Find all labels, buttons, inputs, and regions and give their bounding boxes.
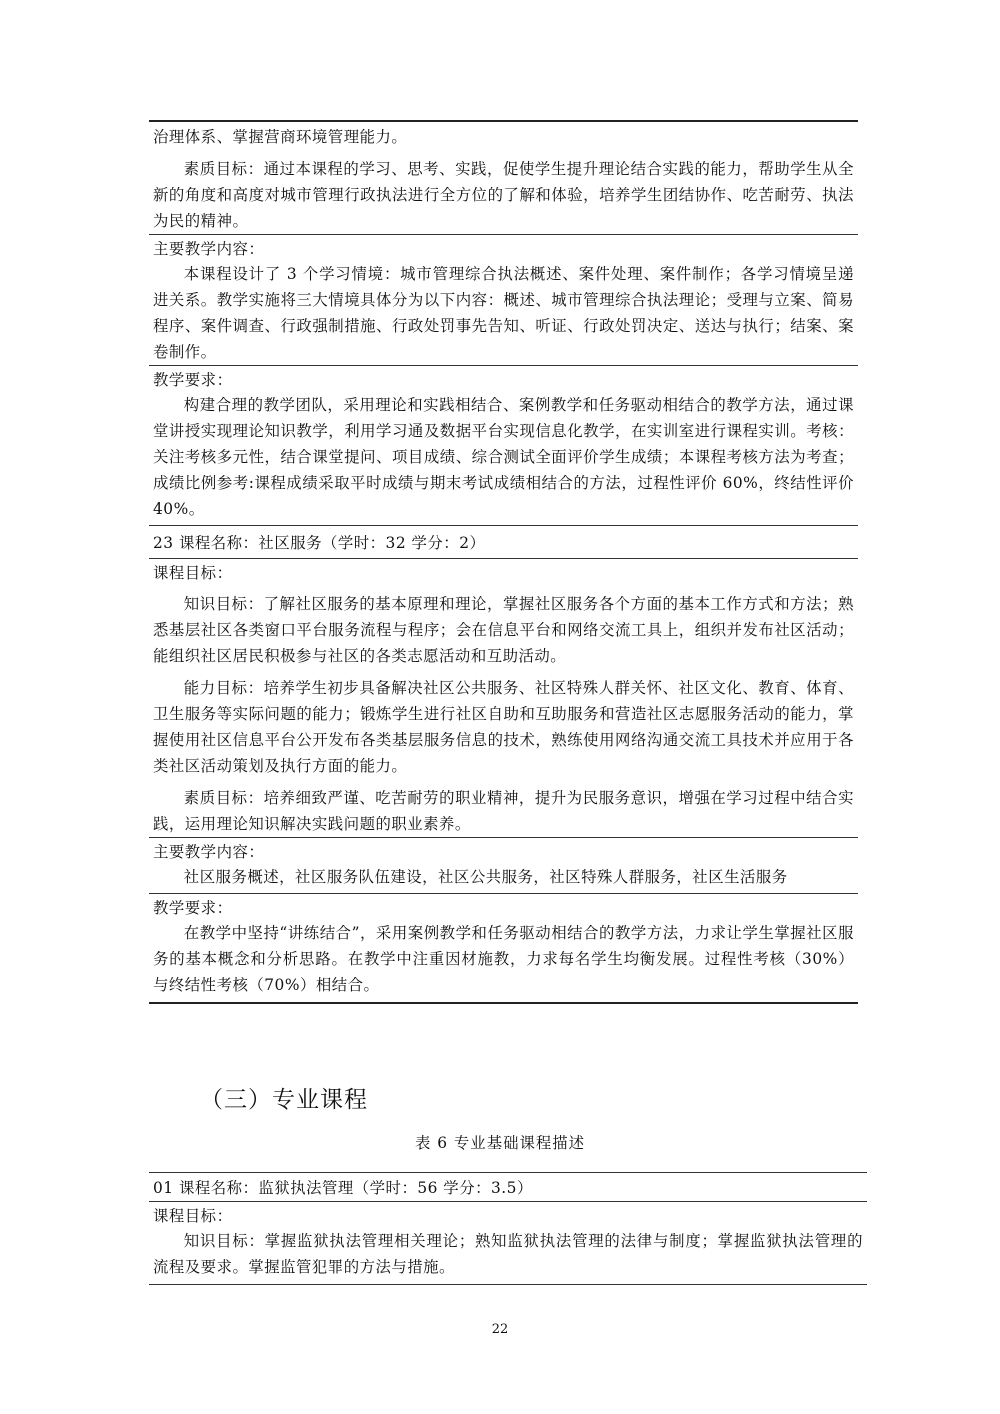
requirement-label-23: 教学要求：: [153, 899, 233, 917]
knowledge-goal-23-text: 知识目标：了解社区服务的基本原理和理论，掌握社区服务各个方面的基本工作方式和方法；熟悉基层社区各类窗口平台服务流程与程序；会在信息平台和网络交流工具上，组织并发布社区活动；能组织社区居民积极参与社区的各类志愿活动和互助活动。: [153, 595, 854, 665]
course-table-professional: [149, 1172, 867, 1285]
table-caption: 表 6 专业基础课程描述: [414, 1134, 586, 1152]
table-cell-course-01-goal: [149, 1201, 867, 1284]
main-content-23-text: 社区服务概述，社区服务队伍建设，社区公共服务，社区特殊人群服务，社区生活服务: [183, 868, 788, 886]
goal-label-23: 课程目标：: [153, 564, 233, 582]
section-heading: （三）专业课程: [200, 1087, 368, 1113]
course-table-general: [149, 120, 858, 1004]
knowledge-goal-01-text: 知识目标：掌握监狱执法管理相关理论；熟知监狱执法管理的法律与制度；掌握监狱执法管理的流程及要求。掌握监管犯罪的方法与措施。: [153, 1232, 863, 1276]
table-cell-course-22-content: [149, 234, 858, 365]
course-title-01: 01 课程名称：监狱执法管理（学时：56 学分：3.5）: [153, 1179, 533, 1197]
table-cell-course-23-requirement: [149, 893, 858, 1002]
table-cell-course-01-title: [149, 1173, 867, 1201]
course-title-23: 23 课程名称：社区服务（学时：32 学分：2）: [153, 534, 486, 552]
table-cell-course-22-goal: [149, 122, 858, 234]
page-number: 22: [491, 1322, 509, 1337]
ability-goal-23-text: 能力目标：培养学生初步具备解决社区公共服务、社区特殊人群关怀、社区文化、教育、体育、卫生服务等实际问题的能力；锻炼学生进行社区自助和互助服务和营造社区志愿服务活动的能力，掌握使用社区信息平台公开发布各类基层服务信息的技术，熟练使用网络沟通交流工具技术并应用于各类社区活动策划及执行方面的能力。: [153, 679, 854, 775]
goal-label-01: 课程目标：: [153, 1207, 233, 1225]
main-content-label-23: 主要教学内容：: [153, 843, 265, 861]
requirement-label: 教学要求：: [153, 371, 233, 389]
main-content-text: 本课程设计了 3 个学习情境：城市管理综合执法概述、案件处理、案件制作；各学习情境呈递进关系。教学实施将三大情境具体分为以下内容：概述、城市管理综合执法理论；受理与立案、简易程序、案件调查、行政强制措施、行政处罚事先告知、听证、行政处罚决定、送达与执行；结案、案卷制作。: [153, 265, 854, 361]
requirement-text: 构建合理的教学团队，采用理论和实践相结合、案例教学和任务驱动相结合的教学方法，通过课堂讲授实现理论知识教学，利用学习通及数据平台实现信息化教学，在实训室进行课程实训。考核：关注考核多元性，结合课堂提问、项目成绩、综合测试全面评价学生成绩；本课程考核方法为考查；成绩比例参考:课程成绩采取平时成绩与期末考试成绩相结合的方法，过程性评价 60%，终结性评价 40%。: [153, 396, 854, 518]
quality-goal-text: 素质目标：通过本课程的学习、思考、实践，促使学生提升理论结合实践的能力，帮助学生从全新的角度和高度对城市管理行政执法进行全方位的了解和体验，培养学生团结协作、吃苦耐劳、执法为民的精神。: [153, 160, 854, 230]
quality-goal-23-text: 素质目标：培养细致严谨、吃苦耐劳的职业精神，提升为民服务意识，增强在学习过程中结合实践，运用理论知识解决实践问题的职业素养。: [153, 789, 854, 833]
table-cell-course-23-title: [149, 525, 858, 558]
requirement-23-text: 在教学中坚持“讲练结合”，采用案例教学和任务驱动相结合的教学方法，力求让学生掌握社区服务的基本概念和分析思路。在教学中注重因材施教，力求每名学生均衡发展。过程性考核（30%）与终结性考核（70%）相结合。: [153, 924, 854, 994]
table-cell-course-23-content: [149, 837, 858, 893]
goal-continuation-text: 治理体系、掌握营商环境管理能力。: [153, 128, 408, 146]
main-content-label: 主要教学内容：: [153, 240, 265, 258]
table-cell-course-23-goal: [149, 558, 858, 837]
table-cell-course-22-requirement: [149, 365, 858, 525]
